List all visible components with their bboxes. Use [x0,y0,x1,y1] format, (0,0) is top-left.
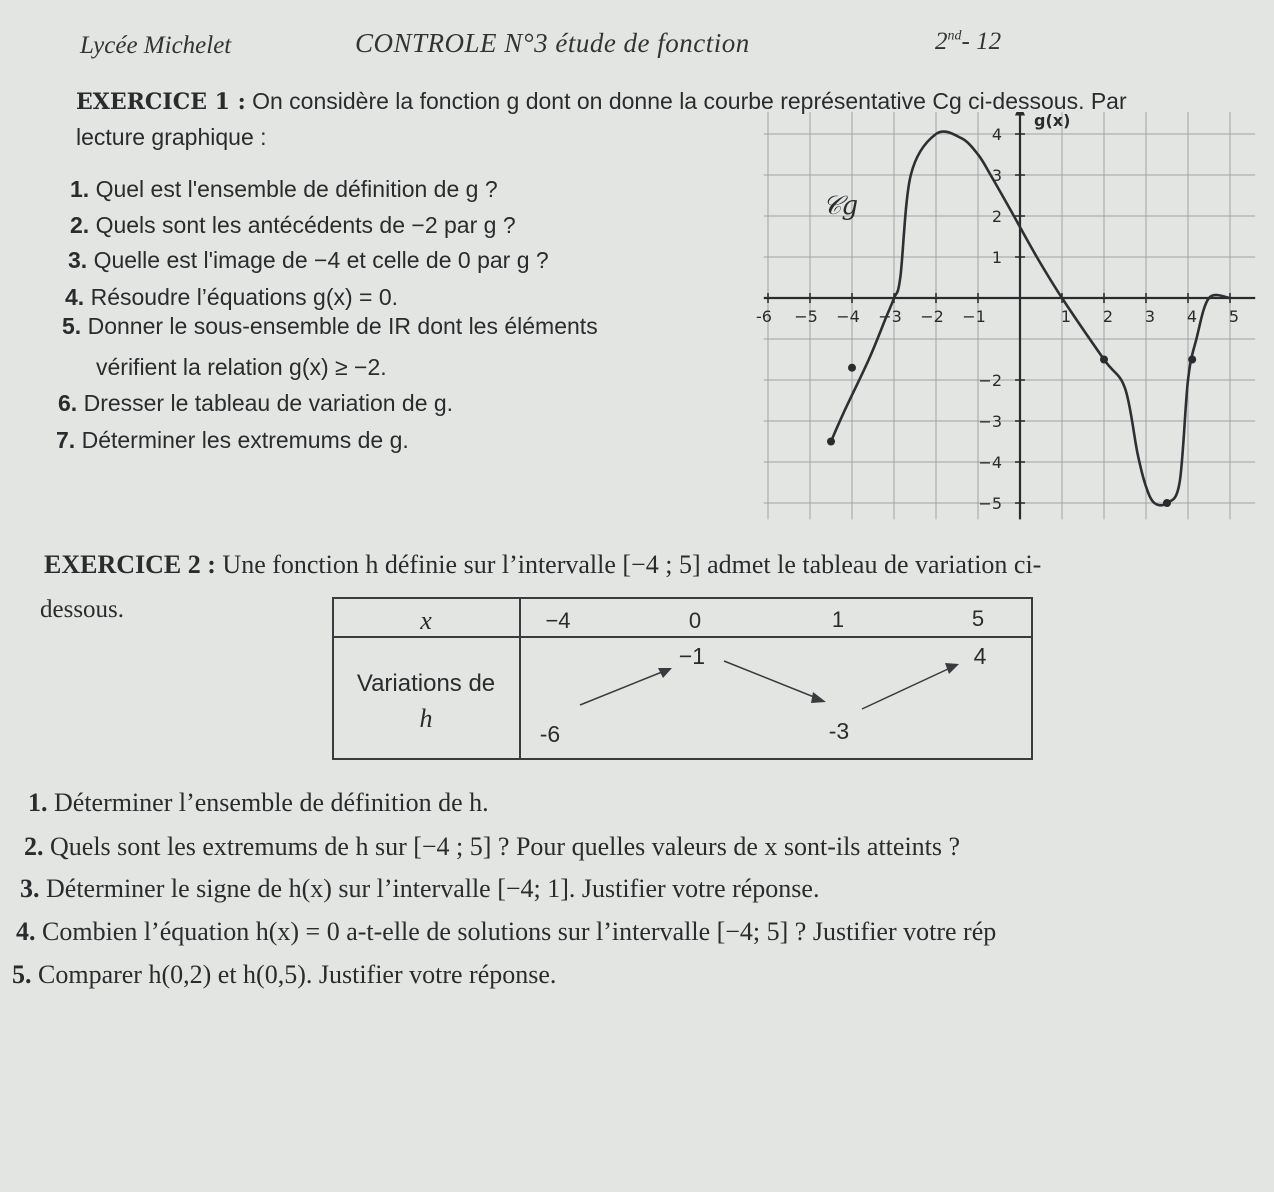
table-x-value: 1 [831,607,845,632]
exercise2-intro [44,550,1041,580]
variation-value: −1 [678,643,706,669]
y-tick-label: 2 [991,207,1002,226]
x-tick-label: 2 [1102,307,1114,326]
ex2-question-num: 2. [24,832,44,861]
table-row-label: Variations de [356,670,496,697]
ex1-question [62,313,598,340]
table-x-value: 5 [971,606,985,631]
ex2-question-num: 5. [12,960,32,989]
variation-arrow-up [580,668,672,705]
x-tick-label: −3 [878,307,902,326]
curve-label: 𝒞g [822,190,859,221]
table-x-header: x [420,606,432,635]
table-x-value: 0 [688,608,702,633]
variation-value: 4 [973,643,987,669]
y-tick-label: 3 [991,166,1002,185]
ex2-question [16,917,1274,947]
ex2-question-num: 1. [28,788,48,817]
ex2-question-text: Combien l’équation h(x) = 0 a-t-elle de solutions sur l’intervalle [−4; 5] ? Justifier votre rép [42,917,997,946]
x-tick-label: −5 [794,307,818,326]
y-tick-label: −5 [978,494,1002,513]
exercise2-label: EXERCICE 2 : [44,550,216,579]
ex1-question-num: 3. [68,247,88,273]
y-tick-label: −3 [978,412,1002,431]
y-tick-label: 1 [991,248,1002,267]
ex2-question-num: 3. [20,874,40,903]
exercise1-intro [76,88,1127,115]
exam-title: CONTROLE N°3 étude de fonction [355,28,750,58]
ex2-question-text: Déterminer l’ensemble de définition de h. [54,788,489,817]
ex1-question-num: 6. [58,390,78,416]
ex2-question [28,788,489,818]
curve-point [827,438,835,446]
variation-arrow-up [862,663,959,709]
exercise1-label: EXERCICE 1 : [76,89,246,115]
ex2-question-text: Quels sont les extremums de h sur [−4 ; 5] ? Pour quelles valeurs de x sont-ils atteints ? [50,832,961,861]
ex1-question-num: 4. [65,284,85,310]
ex1-question-num: 7. [56,427,76,453]
variation-table [332,597,1036,763]
ex2-question-text: Déterminer le signe de h(x) sur l’intervalle [−4; 1]. Justifier votre réponse. [46,874,820,903]
ex1-question-continuation: vérifient la relation g(x) ≥ −2. [96,354,387,380]
x-tick-label: −2 [920,307,944,326]
table-x-value: −4 [545,608,571,633]
ex2-question-text: Comparer h(0,2) et h(0,5). Justifier votre réponse. [38,960,557,989]
x-tick-label: −1 [962,307,986,326]
ex1-question [70,176,498,203]
ex2-question-num: 4. [16,917,36,946]
ex1-question-text: Donner le sous-ensemble de IR dont les éléments [87,313,598,339]
ex1-question-text: Quelle est l'image de −4 et celle de 0 par g ? [93,247,549,273]
x-tick-label: -6 [756,307,772,326]
y-axis-label: g(x) [1034,112,1071,130]
exercise2-intro-line1: Une fonction h définie sur l’intervalle [−4 ; 5] admet le tableau de variation ci- [222,550,1042,579]
ex1-question-text: Résoudre l’équations g(x) = 0. [90,284,399,310]
x-tick-label: −4 [836,307,860,326]
ex1-question-text: Dresser le tableau de variation de g. [83,390,454,416]
curve-point [848,364,856,372]
y-tick-label: −2 [978,371,1002,390]
ex1-question-num: 1. [70,176,90,202]
variation-arrow-down [724,661,826,703]
x-tick-label: 4 [1186,307,1198,326]
exercise1-intro-line2: lecture graphique : [76,124,267,150]
variation-value: -6 [539,721,561,747]
exercise2-intro-line2: dessous. [40,596,125,623]
graph-ticks [756,125,1239,513]
ex2-question [24,832,960,862]
class-label [935,28,1001,56]
ex1-question-text: Quel est l'ensemble de définition de g ? [95,176,498,202]
class-base: 2 [935,28,948,55]
function-graph [755,112,1265,522]
x-tick-label: 1 [1060,307,1072,326]
ex1-question-num: 5. [62,313,82,339]
ex2-question [12,960,556,990]
ex1-question-num: 2. [70,212,90,238]
class-sup: nd [947,28,962,44]
curve-point [1188,356,1196,364]
curve-point [1163,499,1171,507]
ex2-question [20,874,819,904]
variation-value: -3 [828,718,850,744]
x-tick-label: 3 [1144,307,1156,326]
curve-point [1100,356,1108,364]
ex1-question [68,247,549,274]
y-axis-arrow [1015,112,1025,116]
y-tick-label: 4 [991,125,1002,144]
graph-points [827,356,1196,508]
ex1-question [70,212,516,239]
ex1-question [56,427,409,454]
x-tick-label: 5 [1228,307,1240,326]
ex1-question [58,390,453,417]
exercise1-intro-line1: On considère la fonction g dont on donne la courbe représentative Cg ci-dessous. Par [252,88,1127,114]
ex1-question [65,284,398,311]
ex1-question-text: Quels sont les antécédents de −2 par g ? [95,212,516,238]
school-name: Lycée Michelet [80,32,232,59]
y-tick-label: −4 [978,453,1002,472]
table-row-label-h: h [419,704,433,733]
class-num: - 12 [961,28,1002,55]
ex1-question-text: Déterminer les extremums de g. [81,427,409,453]
